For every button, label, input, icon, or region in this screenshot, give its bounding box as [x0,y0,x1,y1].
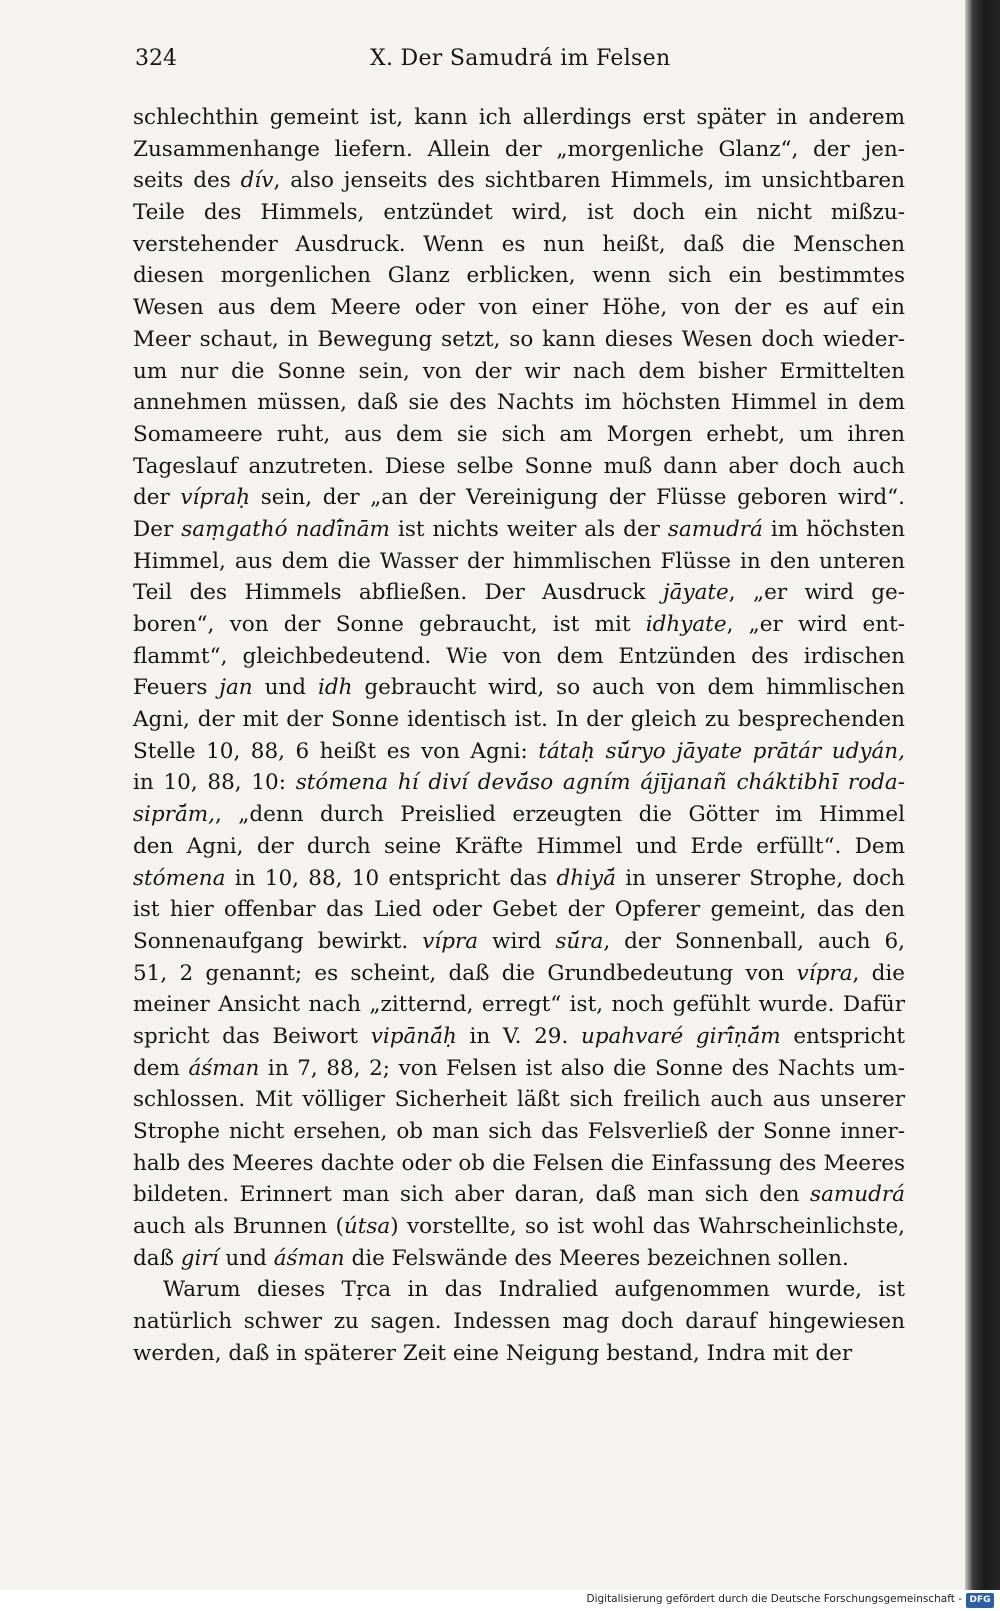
text-line: Strophe nicht ersehen, ob man sich das Felsverließ der Sonne inner- [133,1119,905,1144]
text-line: dem áśman in 7, 88, 2; von Felsen ist also die Sonne des Nachts um- [133,1055,905,1081]
italic-term: vipānā́ḥ [370,1023,457,1049]
text-line: Himmel, aus dem die Wasser der himmlischen Flüsse in den unteren [133,548,905,574]
text-line: Sonnenaufgang bewirkt. vípra wird sū́ra, der Sonnenball, auch 6, [133,928,905,954]
text-line: boren“, von der Sonne gebraucht, ist mit idhyate, „er wird ent- [133,612,905,637]
italic-term: dív [240,168,274,194]
italic-term: vípraḥ [180,485,251,511]
text-line: Warum dieses Tṛca in das Indralied aufgenommen wurde, ist [163,1277,905,1303]
text-line: auch als Brunnen (útsa) vorstellte, so ist wohl das Wahrscheinlichste, [133,1214,905,1240]
text-line: daß girí und áśman die Felswände des Meeres bezeichnen sollen. [133,1245,849,1271]
italic-term: samudrá [667,516,763,542]
italic-term: áśman [273,1245,345,1271]
italic-term: upahvaré girī́ṇā́m [580,1023,781,1049]
text-line: schlechthin gemeint ist, kann ich allerdings erst später in anderem [133,105,905,130]
italic-term: sū́ra [555,928,604,954]
body-text [133,102,905,1370]
text-line: Teile des Himmels, entzündet wird, ist doch ein nicht mißzu- [133,200,905,226]
italic-term: vípra [422,928,479,954]
text-line: siprā́m,, „denn durch Preislied erzeugten die Götter im Himmel [133,802,905,828]
italic-term: stómena hí diví devā́so agním ájījanañ cháktibhī roda- [295,770,905,796]
text-line: werden, daß in späterer Zeit eine Neigung bestand, Indra mit der [133,1340,853,1366]
text-line: schlossen. Mit völliger Sicherheit läßt sich freilich auch aus unserer [133,1087,905,1113]
text-line: verstehender Ausdruck. Wenn es nun heißt, daß die Menschen [133,231,905,257]
text-line: Tageslauf anzutreten. Diese selbe Sonne muß dann aber doch auch [133,453,905,479]
text-line: Der saṃgathó nadī́nām ist nichts weiter als der samudrá im höchsten [133,516,906,542]
italic-term: útsa [343,1214,391,1240]
italic-term: idh [317,675,353,701]
text-line: bildeten. Erinnert man sich aber daran, daß man sich den samudrá [133,1182,905,1208]
page-number: 324 [135,46,177,71]
italic-term: áśman [188,1055,260,1081]
scan-edge-shadow [965,0,1000,1590]
running-head: X. Der Samudrá im Felsen [370,46,671,71]
italic-term: tátaḥ sū́ryo jāyate prātár udyán, [538,738,905,764]
text-line: in 10, 88, 10: stómena hí diví devā́so agním ájījanañ cháktibhī roda- [133,770,905,796]
text-line: annehmen müssen, daß sie des Nachts im höchsten Himmel in dem [133,390,905,416]
italic-term: dhiyā́ [556,865,616,891]
italic-term: idhyate [645,612,727,637]
italic-term: jāyate [662,580,729,606]
text-line: um nur die Sonne sein, von der wir nach dem bisher Ermittelten [133,358,905,384]
text-line: Somameere ruht, aus dem sie sich am Morgen erhebt, um ihren [133,421,905,447]
italic-term: stómena [133,865,226,891]
text-line: Stelle 10, 88, 6 heißt es von Agni: tátaḥ sū́ryo jāyate prātár udyán, [133,738,905,764]
text-line: flammt“, gleichbedeutend. Wie von dem Entzünden des irdischen [133,643,905,669]
italic-term: samudrá [810,1182,905,1208]
text-line: Feuers jan und idh gebraucht wird, so auch von dem himmlischen [133,675,905,701]
text-line: Teil des Himmels abfließen. Der Ausdruck jāyate, „er wird ge- [133,580,905,606]
digitization-credit: Digitalisierung gefördert durch die Deutsche Forschungsgemeinschaft - [586,1593,962,1605]
italic-term: girí [180,1245,219,1271]
footer-bar [0,1590,1000,1611]
text-line: Agni, der mit der Sonne identisch ist. In der gleich zu besprechenden [133,707,905,733]
text-line: den Agni, der durch seine Kräfte Himmel und Erde erfüllt“. Dem [133,833,905,859]
text-line: natürlich schwer zu sagen. Indessen mag doch darauf hingewiesen [133,1309,905,1335]
text-line: halb des Meeres dachte oder ob die Felsen die Einfassung des Meeres [133,1150,905,1176]
italic-term: saṃgathó nadī́nām [181,516,390,542]
italic-term: vípra [796,960,853,986]
text-line: Meer schaut, in Bewegung setzt, so kann dieses Wesen doch wieder- [133,326,905,352]
text-line: der vípraḥ sein, der „an der Vereinigung der Flüsse geboren wird“. [133,485,905,511]
text-line: spricht das Beiwort vipānā́ḥ in V. 29. upahvaré girī́ṇā́m entspricht [133,1023,906,1049]
dfg-logo: DFG [966,1593,994,1608]
italic-term: siprā́m, [133,802,215,828]
page-header [135,46,910,80]
text-line: 51, 2 genannt; es scheint, daß die Grundbedeutung von vípra, die [133,960,906,986]
text-line: seits des dív, also jenseits des sichtbaren Himmels, im unsichtbaren [133,168,906,194]
text-line: stómena in 10, 88, 10 entspricht das dhiyā́ in unserer Strophe, doch [133,865,905,891]
text-line: ist hier offenbar das Lied oder Gebet der Opferer gemeint, das den [133,897,905,923]
text-line: Wesen aus dem Meere oder von einer Höhe, von der es auf ein [133,295,905,321]
italic-term: jan [219,675,253,701]
text-line: Zusammenhange liefern. Allein der „morgenliche Glanz“, der jen- [133,136,905,162]
text-line: diesen morgenlichen Glanz erblicken, wenn sich ein bestimmtes [133,263,905,289]
text-line: meiner Ansicht nach „zitternd, erregt“ ist, noch gefühlt wurde. Dafür [133,992,905,1018]
